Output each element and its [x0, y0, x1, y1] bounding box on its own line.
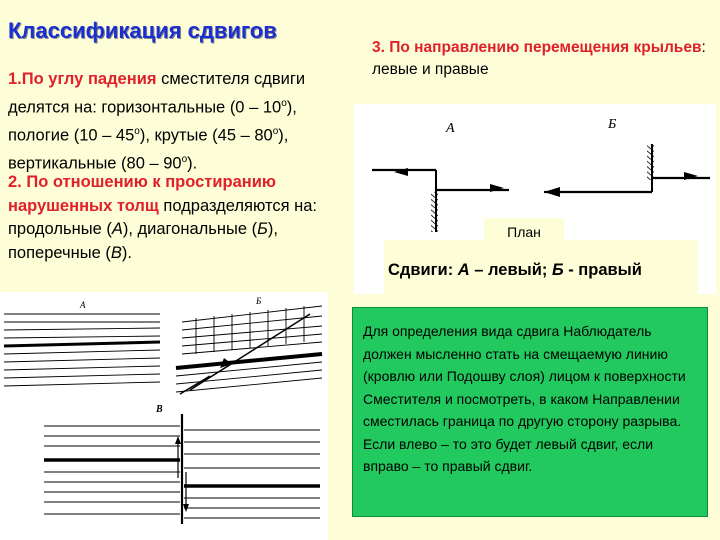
letter-v: В [110, 243, 122, 262]
degree-mark: о [281, 97, 287, 109]
plan-label-b: Б [608, 117, 617, 132]
slide-title: Классификация сдвигов [8, 18, 277, 43]
note-text: Для определения вида сдвига Наблюдатель должен мысленно стать на смещаемую линию (кровлю или Подошву слоя) лицом к поверхности Сместителя и посмотреть, в каком Направлении сместилась граница по другую сторону разрыва. Если влево – то это будет левый сдвиг, если вправо – то правый сдвиг. [363, 323, 686, 474]
plan-label-a: А [446, 121, 455, 136]
section-strike-text: ), поперечные ( [8, 220, 278, 262]
shift-caption [388, 261, 642, 280]
strata-label-a: А [80, 300, 86, 310]
strata-label-b: Б [256, 296, 262, 306]
caption-prefix: Сдвиги: [388, 261, 458, 279]
note-box [352, 307, 708, 517]
section-wing-number: 3 [372, 39, 381, 56]
strata-a [4, 314, 160, 386]
caption-suffix: - правый [563, 261, 642, 279]
section-wing-movement [372, 37, 712, 81]
section-dip-angle-heading: 1.По углу падения [8, 70, 157, 88]
section-dip-angle [8, 68, 348, 176]
section-dip-angle-text: ), вертикальные (80 – 90 [8, 126, 289, 172]
degree-mark: о [181, 153, 188, 165]
section-dip-angle-text: сместителя сдвиги делятся на: горизонтальные (0 – 10 [8, 70, 306, 116]
strata-b [176, 306, 322, 394]
section-strike-text: ). [121, 243, 132, 262]
section-wing-text: : левые и правые [372, 39, 706, 78]
caption-mid: – левый; [469, 261, 552, 279]
letter-a: А [111, 220, 123, 238]
plan-label: План [484, 218, 564, 246]
strata-diagram-svg [0, 292, 328, 540]
letter-b: Б [257, 220, 268, 238]
section-dip-angle-text: ), пологие (10 – 45 [8, 98, 297, 144]
section-wing-heading: . По направлению перемещения крыльев [380, 39, 702, 56]
strata-v-arrow-up [175, 436, 181, 444]
section-strike-text: ), диагональные ( [122, 220, 258, 238]
section-dip-angle-text: ). [187, 154, 198, 172]
plan-a-hatch [431, 192, 438, 232]
strata-diagram [0, 292, 328, 540]
caption-letter-b: Б [551, 261, 564, 279]
degree-mark: о [272, 125, 279, 137]
strata-label-v: В [156, 404, 163, 415]
section-strike-text: подразделяются на: продольные ( [8, 196, 318, 238]
degree-mark: о [134, 125, 140, 137]
section-dip-angle-text: ), крутые (45 – 80 [139, 126, 273, 144]
plan-b-arrow-left [544, 187, 560, 197]
section-strike-relation [8, 171, 348, 265]
caption-letter-a: А [457, 261, 470, 279]
section-strike-heading: 2. По отношению к простиранию нарушенных толщ [8, 173, 276, 215]
plan-b-hatch [647, 144, 654, 180]
